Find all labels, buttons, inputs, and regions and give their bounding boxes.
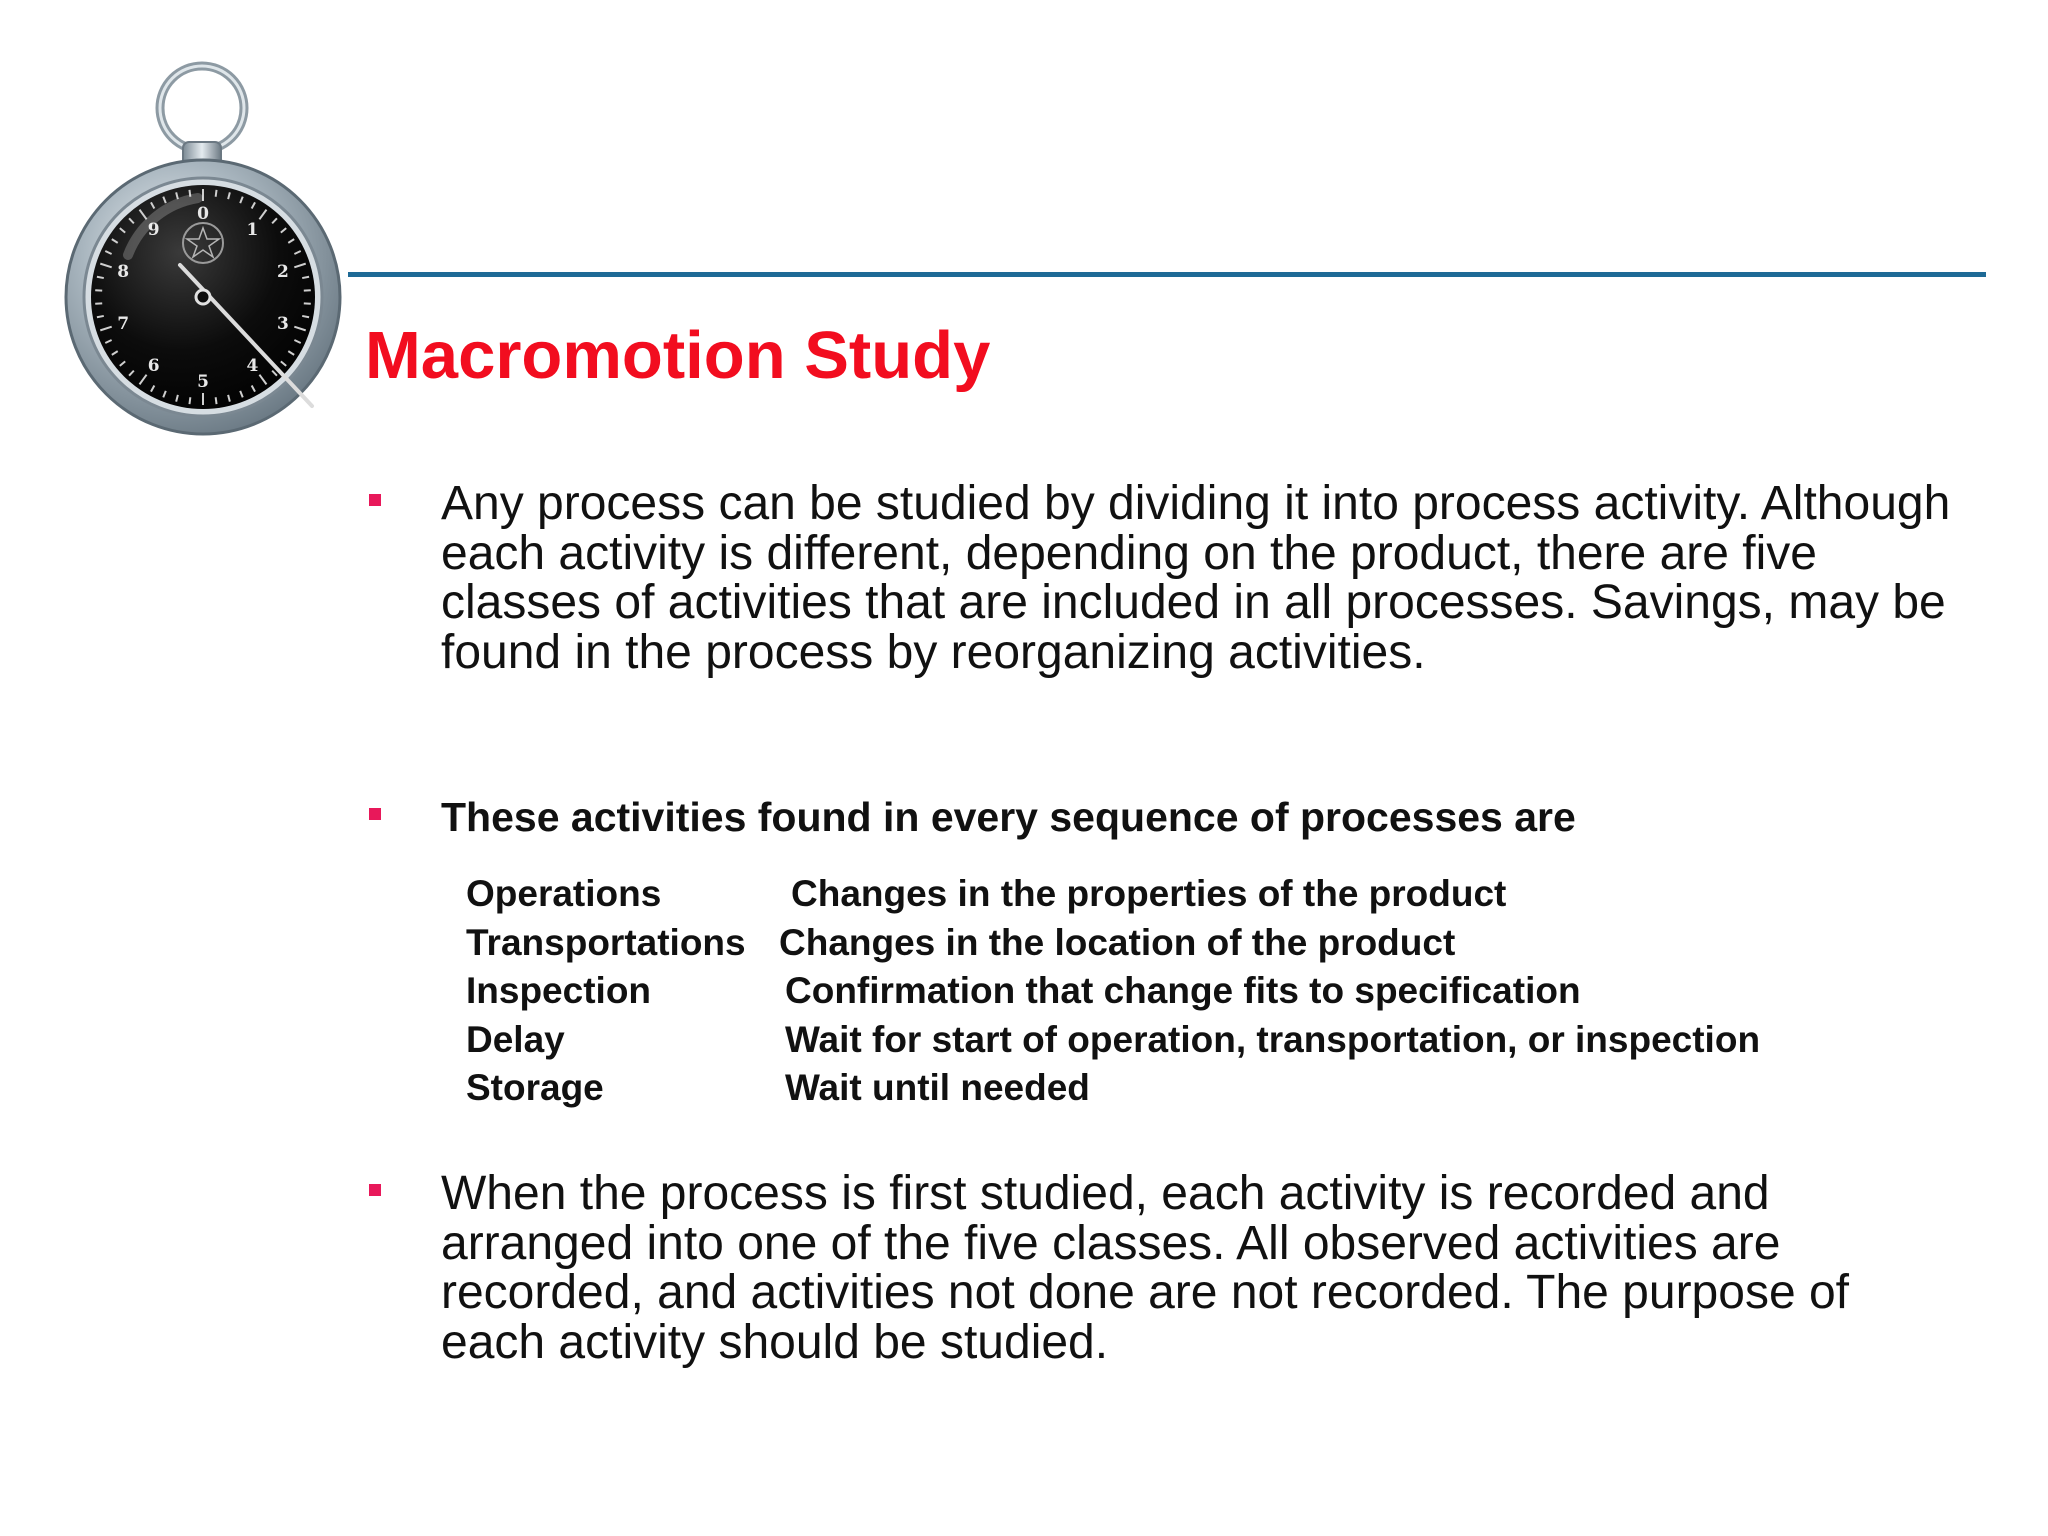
activity-name: Delay — [466, 1018, 565, 1060]
bullet-paragraph-3: When the process is first studied, each activity is recorded and arranged into one of the five classes. All observed activities are recorded, and activities not done are not recorded. The purpose of each activity should be studied. — [441, 1167, 1850, 1369]
dial-tick — [302, 277, 309, 278]
activity-name: Storage — [466, 1067, 604, 1108]
activity-description: Changes in the properties of the product — [791, 873, 1507, 914]
dial-number: 6 — [147, 355, 160, 376]
activity-name: Inspection — [466, 970, 652, 1011]
activity-name: Operations — [466, 873, 662, 914]
dial-tick — [97, 277, 104, 278]
dial-number: 3 — [276, 313, 289, 334]
page-title: Macromotion Study — [365, 318, 991, 393]
activity-description: Wait for start of operation, transportation, or inspection — [785, 1018, 1761, 1060]
dial-tick — [302, 316, 309, 317]
dial-tick — [216, 397, 217, 404]
activity-description: Wait until needed — [785, 1067, 1090, 1108]
bullet-paragraph-2: These activities found in every sequence of processes are — [441, 794, 1576, 840]
dial-number: 5 — [197, 372, 209, 392]
dial-number: 8 — [117, 262, 130, 283]
dial-tick — [97, 316, 104, 317]
bullet-marker — [369, 494, 381, 506]
activity-description: Changes in the location of the product — [779, 921, 1456, 963]
bullet-marker — [369, 1184, 381, 1196]
stopwatch-icon — [50, 50, 360, 440]
dial-tick — [216, 190, 217, 197]
activity-description: Confirmation that change fits to specification — [785, 970, 1581, 1011]
dial-number: 0 — [197, 204, 209, 224]
activity-name: Transportations — [466, 921, 746, 963]
dial-number: 7 — [117, 313, 130, 334]
dial-tick — [189, 397, 190, 404]
dial-number: 4 — [246, 355, 259, 376]
title-underline — [348, 272, 1986, 277]
dial-number: 1 — [246, 220, 259, 241]
bullet-paragraph-1: Any process can be studied by dividing it into process activity. Although each activity is different, depending on the product, there are five classes of activities that are included in all processes. Savings, may be found in the process by reorganizing activities. — [441, 477, 1951, 679]
bullet-marker — [369, 808, 381, 820]
dial-number: 2 — [276, 262, 289, 283]
dial-number: 9 — [147, 220, 160, 241]
